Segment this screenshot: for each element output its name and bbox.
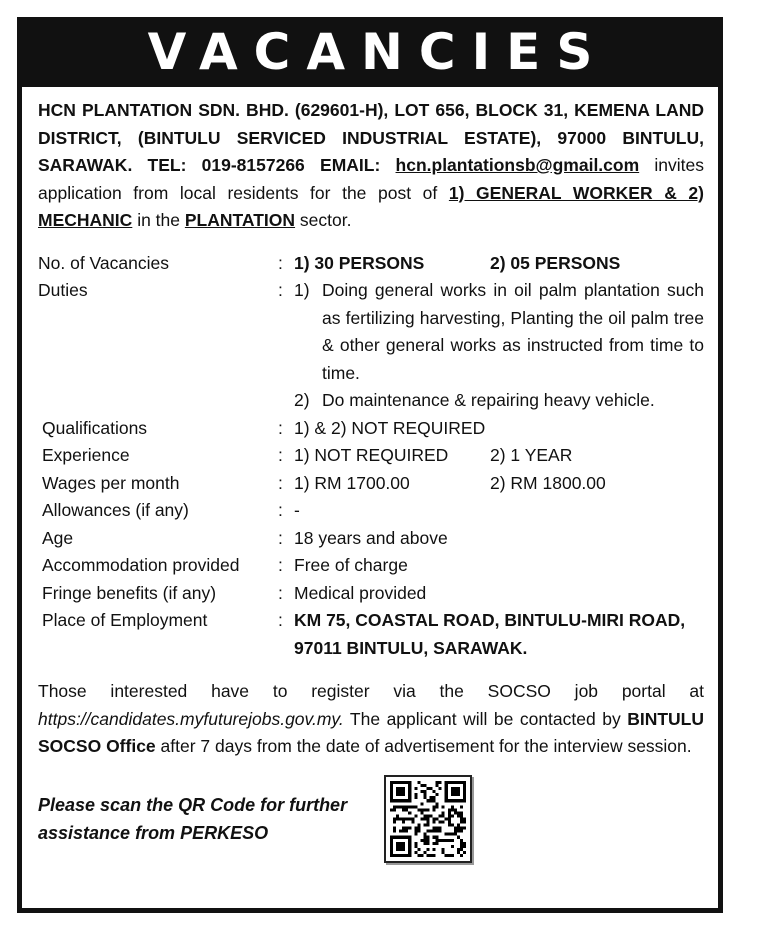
wages-value-1: 1) RM 1700.00 [294, 472, 410, 493]
duty-item [294, 277, 704, 387]
duty-text: Do maintenance & repairing heavy vehicle. [322, 390, 655, 410]
value-experience [294, 442, 704, 470]
qr-note: Please scan the QR Code for further assistance from PERKESO [38, 794, 348, 843]
portal-url[interactable]: https://candidates.myfuturejobs.gov.my. [38, 708, 344, 729]
colon: : [278, 555, 283, 575]
row-qualifications [38, 415, 704, 443]
duty-item [294, 387, 704, 415]
colon: : [278, 527, 283, 548]
vacancies-value-1: 1) 30 PERSONS [294, 252, 425, 273]
value-fringe-benefits: Medical provided [294, 582, 427, 603]
registration-paragraph [38, 678, 704, 761]
sector: PLANTATION [184, 210, 296, 230]
intro-text-2: in the [137, 210, 180, 230]
row-wages [38, 470, 704, 498]
row-fringe-benefits [38, 580, 704, 608]
colon: : [278, 582, 283, 603]
row-accommodation [38, 552, 704, 580]
vacancy-advertisement [17, 17, 723, 913]
page-title: VACANCIES [147, 23, 609, 81]
row-vacancies [38, 250, 704, 278]
vacancy-details [38, 250, 704, 663]
footer-text-3: after 7 days from the date of advertisement for the interview session. [160, 736, 692, 756]
value-vacancies [294, 250, 704, 278]
place-line-1: KM 75, COASTAL ROAD, BINTULU-MIRI ROAD, [294, 610, 686, 630]
qr-code-icon [390, 781, 466, 857]
label-duties: Duties [38, 280, 88, 300]
label-age: Age [42, 527, 74, 548]
socso-office: BINTULU SOCSO Office [38, 708, 704, 756]
colon: : [278, 280, 283, 300]
ad-body [22, 87, 718, 863]
intro-text-1: invites application from local residents for the post of [38, 155, 704, 203]
colon: : [278, 472, 283, 493]
label-allowances: Allowances (if any) [42, 500, 189, 520]
colon: : [278, 445, 283, 465]
qr-section [38, 775, 704, 863]
company-info: HCN PLANTATION SDN. BHD. (629601-H), LOT 656, BLOCK 31, KEMENA LAND DISTRICT, (BINTULU SERVICED INDUSTRIAL ESTATE), 97000 BINTULU, SARAWAK. TEL: 019-8157266 EMAIL: [38, 100, 704, 175]
label-place-of-employment: Place of Employment [42, 610, 208, 630]
colon: : [278, 417, 283, 438]
row-place-of-employment [38, 607, 704, 662]
footer-text-1: Those interested have to register via the SOCSO job portal at [38, 681, 704, 701]
colon: : [278, 500, 283, 520]
intro-text-3: sector. [299, 210, 352, 230]
duty-number: 2) [294, 390, 310, 410]
label-wages: Wages per month [42, 472, 180, 493]
label-qualifications: Qualifications [42, 417, 148, 438]
label-fringe-benefits: Fringe benefits (if any) [42, 582, 217, 603]
value-qualifications: 1) & 2) NOT REQUIRED [294, 417, 486, 438]
colon: : [278, 610, 283, 630]
value-wages [294, 470, 704, 498]
row-duties [38, 277, 704, 415]
positions: 1) GENERAL WORKER & 2) MECHANIC [38, 182, 704, 230]
value-place-of-employment [294, 607, 704, 662]
email-link[interactable]: hcn.plantationsb@gmail.com [395, 155, 640, 175]
vacancies-value-2: 2) 05 PERSONS [490, 252, 621, 273]
label-accommodation: Accommodation provided [42, 555, 240, 575]
wages-value-2: 2) RM 1800.00 [490, 472, 606, 493]
footer-text-2: The applicant will be contacted by [349, 708, 621, 729]
qr-code[interactable] [384, 775, 472, 863]
value-allowances: - [294, 500, 300, 520]
row-experience [38, 442, 704, 470]
label-experience: Experience [42, 445, 130, 465]
row-age [38, 525, 704, 553]
duty-number: 1) [294, 280, 310, 300]
experience-value-2: 2) 1 YEAR [490, 445, 573, 465]
value-age: 18 years and above [294, 527, 448, 548]
label-vacancies: No. of Vacancies [38, 252, 169, 273]
row-allowances [38, 497, 704, 525]
intro-paragraph [38, 97, 704, 235]
value-accommodation: Free of charge [294, 555, 408, 575]
experience-value-1: 1) NOT REQUIRED [294, 445, 449, 465]
duty-text: Doing general works in oil palm plantation such as fertilizing harvesting, Planting the oil palm tree & other general works as instructed from time to time. [322, 280, 704, 383]
colon: : [278, 252, 283, 273]
value-duties [294, 277, 704, 415]
place-line-2: 97011 BINTULU, SARAWAK. [294, 637, 528, 658]
header-banner [22, 17, 718, 87]
